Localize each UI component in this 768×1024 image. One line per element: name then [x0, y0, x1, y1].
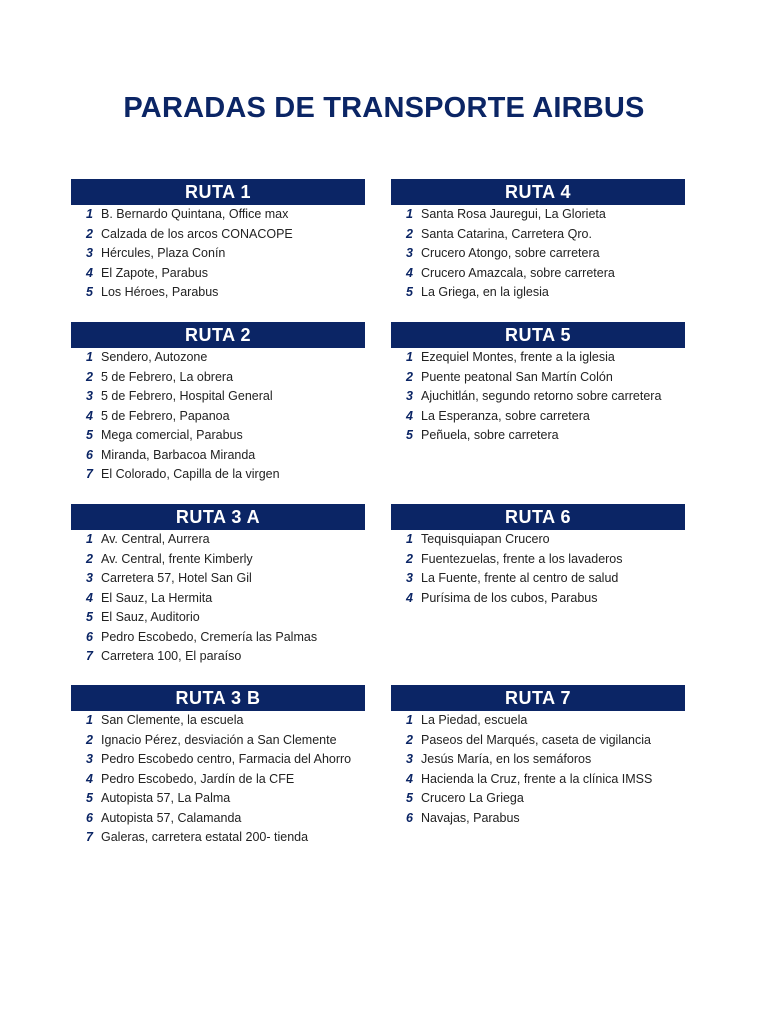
stop-number: 5	[406, 285, 413, 299]
stop-item	[391, 530, 685, 550]
route-card-ruta-7	[391, 685, 685, 828]
stop-name: La Griega, en la iglesia	[421, 285, 549, 299]
stop-number: 5	[86, 285, 93, 299]
route-card-ruta-1	[71, 179, 365, 303]
stop-number: 3	[86, 752, 93, 766]
stop-item	[71, 628, 365, 648]
route-header: RUTA 1	[71, 179, 365, 205]
stop-number: 2	[406, 226, 413, 241]
stop-item	[71, 828, 365, 848]
stop-name: Paseos del Marqués, caseta de vigilancia	[421, 732, 651, 747]
stop-name: Navajas, Parabus	[421, 810, 520, 825]
stop-item	[71, 283, 365, 303]
stop-name: Tequisquiapan Crucero	[421, 532, 550, 546]
stop-number: 4	[86, 265, 93, 280]
stop-name: Ezequiel Montes, frente a la iglesia	[421, 350, 615, 364]
stop-item	[71, 809, 365, 829]
stop-item	[391, 387, 685, 407]
stop-item	[71, 647, 365, 667]
stop-name: Puente peatonal San Martín Colón	[421, 369, 613, 384]
page-title: PARADAS DE TRANSPORTE AIRBUS	[123, 92, 645, 124]
stop-item	[71, 731, 365, 751]
stop-number: 7	[86, 649, 93, 663]
stop-name: Galeras, carretera estatal 200- tienda	[101, 830, 309, 844]
stop-name: 5 de Febrero, Papanoa	[101, 408, 230, 423]
stop-number: 4	[406, 771, 413, 786]
route-header: RUTA 4	[391, 179, 685, 205]
stop-number: 5	[406, 428, 413, 442]
stop-number: 1	[406, 207, 413, 221]
stop-number: 1	[86, 207, 93, 221]
stop-item	[391, 426, 685, 446]
stop-item	[71, 368, 365, 388]
route-card-ruta-3a	[71, 504, 365, 667]
stop-number: 2	[86, 732, 93, 747]
stop-name: Crucero Atongo, sobre carretera	[421, 246, 600, 260]
stop-item	[391, 550, 685, 570]
stop-name: Santa Rosa Jauregui, La Glorieta	[421, 207, 606, 221]
stop-name: Peñuela, sobre carretera	[421, 428, 559, 442]
stop-item	[71, 789, 365, 809]
stop-name: Mega comercial, Parabus	[101, 428, 243, 442]
stop-item	[71, 750, 365, 770]
stop-number: 3	[406, 752, 413, 766]
stop-list	[391, 530, 685, 608]
stop-item	[391, 770, 685, 790]
stop-item	[71, 387, 365, 407]
stop-name: Santa Catarina, Carretera Qro.	[421, 226, 592, 241]
route-header: RUTA 5	[391, 322, 685, 348]
stop-item	[391, 731, 685, 751]
stop-item	[71, 407, 365, 427]
stop-name: Crucero La Griega	[421, 791, 524, 805]
stop-name: Autopista 57, Calamanda	[101, 810, 242, 825]
stop-item	[71, 348, 365, 368]
stop-item	[71, 711, 365, 731]
stop-item	[71, 608, 365, 628]
stop-number: 1	[86, 532, 93, 546]
stop-name: Pedro Escobedo, Jardín de la CFE	[101, 771, 295, 786]
stop-list	[391, 205, 685, 303]
stop-name: Pedro Escobedo centro, Farmacia del Ahorro	[101, 752, 352, 766]
stop-list	[391, 348, 685, 446]
stop-name: Crucero Amazcala, sobre carretera	[421, 265, 615, 280]
stop-name: Miranda, Barbacoa Miranda	[101, 447, 256, 462]
stop-number: 7	[86, 467, 93, 481]
stop-item	[71, 569, 365, 589]
stop-name: El Zapote, Parabus	[101, 265, 209, 280]
stop-name: Pedro Escobedo, Cremería las Palmas	[101, 629, 318, 644]
stop-item	[391, 225, 685, 245]
stop-name: B. Bernardo Quintana, Office max	[101, 207, 289, 221]
stop-list	[71, 205, 365, 303]
stop-number: 2	[86, 226, 93, 241]
stop-number: 2	[86, 551, 93, 566]
stop-number: 3	[86, 389, 93, 403]
stop-name: La Piedad, escuela	[421, 713, 528, 727]
stop-name: Hércules, Plaza Conín	[101, 246, 226, 260]
stop-item	[391, 711, 685, 731]
stop-name: Sendero, Autozone	[101, 350, 208, 364]
stop-item	[71, 770, 365, 790]
stop-number: 6	[86, 629, 93, 644]
stop-name: Purísima de los cubos, Parabus	[421, 590, 598, 605]
route-header: RUTA 3 B	[71, 685, 365, 711]
route-header: RUTA 6	[391, 504, 685, 530]
stop-item	[391, 264, 685, 284]
stop-number: 2	[406, 732, 413, 747]
stop-name: Autopista 57, La Palma	[101, 791, 231, 805]
stop-item	[391, 789, 685, 809]
stop-name: Jesús María, en los semáforos	[421, 752, 592, 766]
route-card-ruta-5	[391, 322, 685, 446]
route-header: RUTA 7	[391, 685, 685, 711]
stop-name: El Sauz, La Hermita	[101, 590, 213, 605]
stop-item	[391, 750, 685, 770]
stop-number: 6	[86, 447, 93, 462]
stop-name: El Sauz, Auditorio	[101, 610, 200, 624]
stop-name: Hacienda la Cruz, frente a la clínica IMSS	[421, 771, 653, 786]
stop-item	[71, 589, 365, 609]
stop-number: 2	[406, 369, 413, 384]
stop-item	[391, 283, 685, 303]
stop-name: Ajuchitlán, segundo retorno sobre carretera	[421, 389, 662, 403]
stop-item	[71, 530, 365, 550]
stop-number: 1	[86, 713, 93, 727]
stop-name: Av. Central, Aurrera	[101, 532, 210, 546]
stop-item	[71, 225, 365, 245]
stop-item	[71, 446, 365, 466]
stop-number: 4	[86, 590, 93, 605]
stop-list	[71, 530, 365, 667]
stop-number: 5	[86, 791, 93, 805]
stop-number: 6	[406, 810, 413, 825]
route-header: RUTA 3 A	[71, 504, 365, 530]
stop-number: 3	[406, 389, 413, 403]
stop-name: Av. Central, frente Kimberly	[101, 551, 253, 566]
route-card-ruta-2	[71, 322, 365, 485]
stop-number: 2	[406, 551, 413, 566]
stop-name: Carretera 57, Hotel San Gil	[101, 571, 252, 585]
stop-item	[71, 264, 365, 284]
route-card-ruta-3b	[71, 685, 365, 848]
stop-number: 3	[86, 246, 93, 260]
stop-item	[391, 407, 685, 427]
stop-number: 4	[406, 265, 413, 280]
stop-item	[391, 809, 685, 829]
stop-item	[71, 550, 365, 570]
stop-name: La Fuente, frente al centro de salud	[421, 571, 619, 585]
stop-name: San Clemente, la escuela	[101, 713, 244, 727]
stop-name: 5 de Febrero, Hospital General	[101, 389, 273, 403]
stop-number: 1	[86, 350, 93, 364]
stop-number: 3	[406, 246, 413, 260]
stop-item	[71, 205, 365, 225]
stop-number: 1	[406, 713, 413, 727]
stop-number: 3	[86, 571, 93, 585]
stop-name: Carretera 100, El paraíso	[101, 649, 242, 663]
route-header: RUTA 2	[71, 322, 365, 348]
stop-number: 4	[86, 408, 93, 423]
stop-item	[391, 368, 685, 388]
route-card-ruta-4	[391, 179, 685, 303]
stop-number: 3	[406, 571, 413, 585]
stop-item	[71, 465, 365, 485]
stop-list	[391, 711, 685, 828]
stop-number: 4	[406, 590, 413, 605]
route-card-ruta-6	[391, 504, 685, 608]
stop-number: 6	[86, 810, 93, 825]
stop-list	[71, 348, 365, 485]
stop-item	[391, 569, 685, 589]
stop-number: 5	[406, 791, 413, 805]
stop-item	[391, 205, 685, 225]
stop-number: 1	[406, 532, 413, 546]
stop-item	[391, 244, 685, 264]
stop-number: 7	[86, 830, 93, 844]
stop-item	[71, 244, 365, 264]
stop-number: 4	[86, 771, 93, 786]
stop-name: El Colorado, Capilla de la virgen	[101, 467, 280, 481]
stop-name: Calzada de los arcos CONACOPE	[101, 226, 293, 241]
stop-number: 5	[86, 610, 93, 624]
stop-list	[71, 711, 365, 848]
stop-name: 5 de Febrero, La obrera	[101, 369, 234, 384]
stop-number: 4	[406, 408, 413, 423]
stop-number: 1	[406, 350, 413, 364]
stop-name: Ignacio Pérez, desviación a San Clemente	[101, 732, 337, 747]
stop-item	[391, 348, 685, 368]
stop-name: Fuentezuelas, frente a los lavaderos	[421, 551, 623, 566]
stop-item	[391, 589, 685, 609]
stop-number: 5	[86, 428, 93, 442]
stop-name: La Esperanza, sobre carretera	[421, 408, 590, 423]
stop-name: Los Héroes, Parabus	[101, 285, 219, 299]
stop-number: 2	[86, 369, 93, 384]
stop-item	[71, 426, 365, 446]
